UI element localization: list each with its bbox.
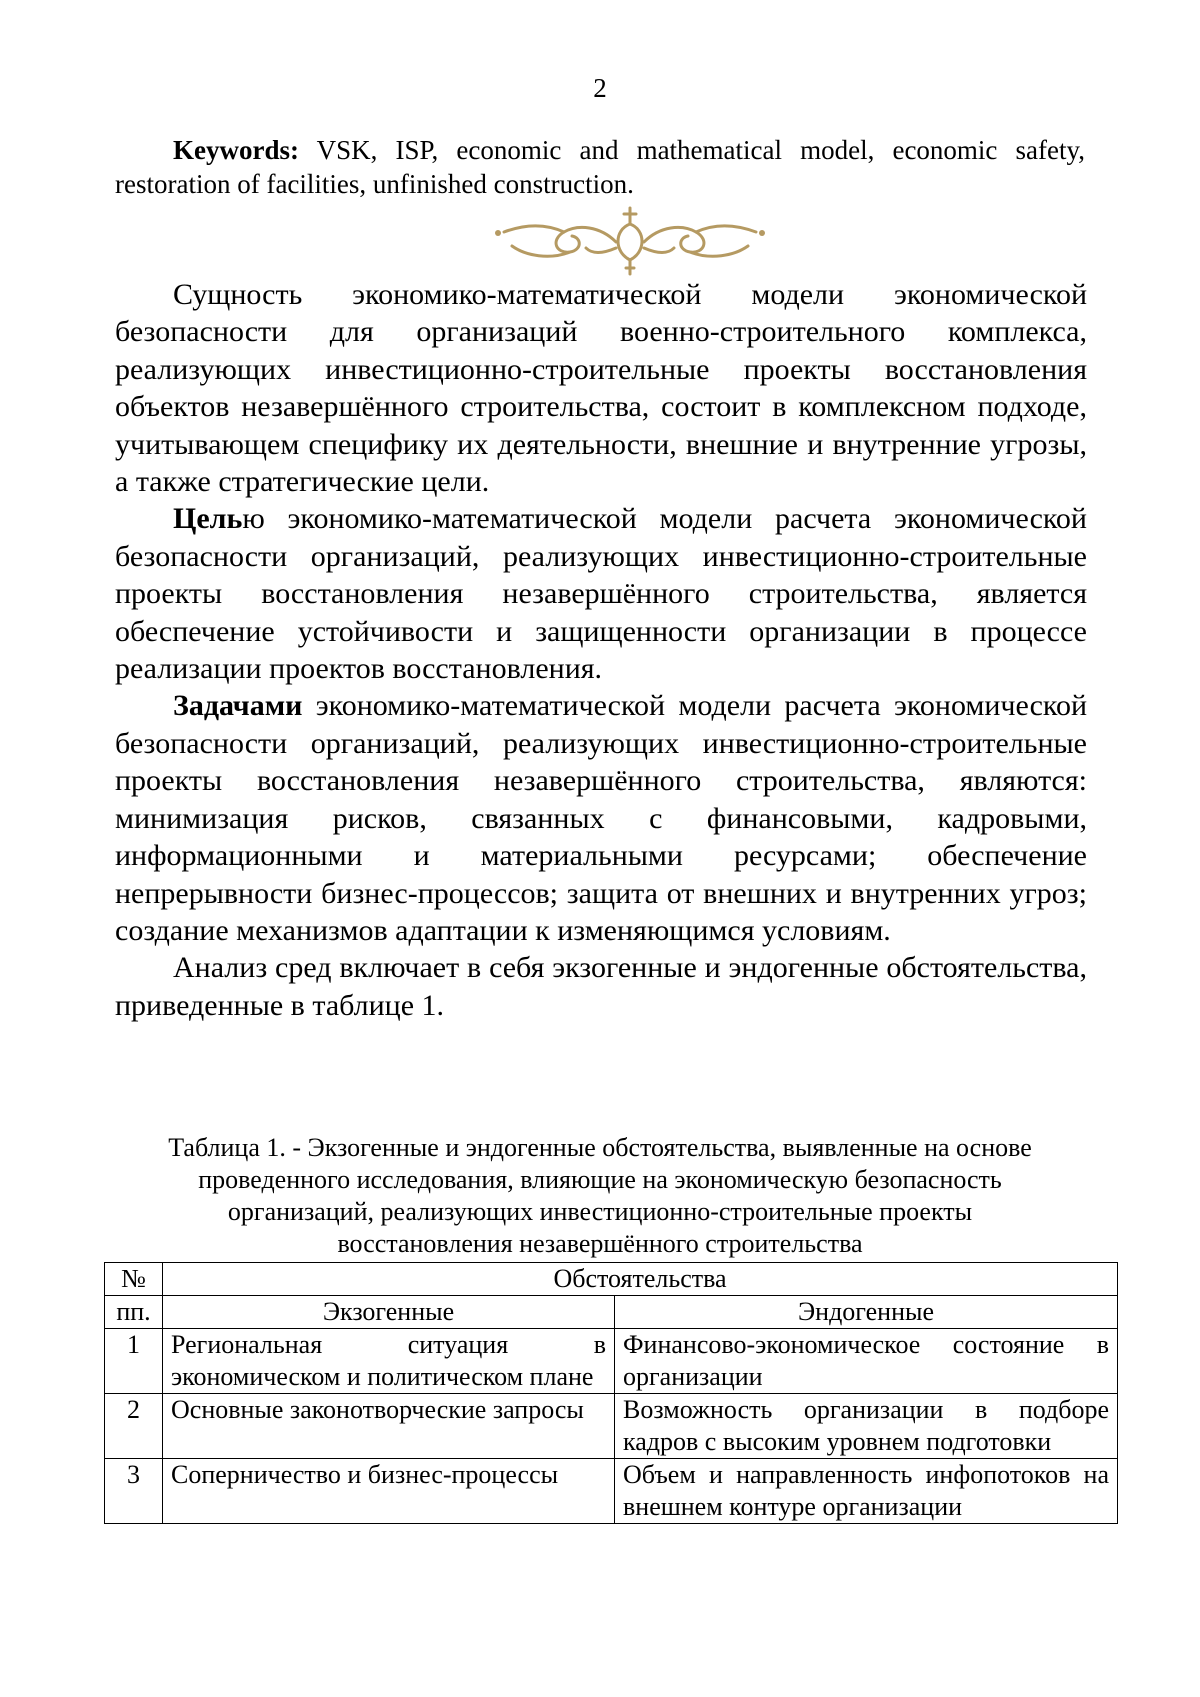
paragraph-tasks xyxy=(115,687,1087,949)
row-endogenous: Объем и направленность инфопотоков на внешнем контуре организации xyxy=(615,1459,1118,1524)
table-caption xyxy=(110,1132,1090,1260)
header-circumstances: Обстоятельства xyxy=(163,1263,1118,1296)
caption-line: проведенного исследования, влияющие на экономическую безопасность xyxy=(198,1165,1002,1194)
table-header-row xyxy=(105,1263,1118,1296)
paragraph-goal xyxy=(115,500,1087,687)
paragraph-essence: Сущность экономико-математической модели экономической безопасности для организаций военно-строительного комплекса, реализующих инвестиционно-строительные проекты восстановления объектов незавершённого строительства, состоит в комплексном подходе, учитывающем специфику их деятельности, внешние и внутренние угрозы, а также стратегические цели. xyxy=(115,278,1087,499)
paragraph-analysis: Анализ сред включает в себя экзогенные и эндогенные обстоятельства, приведенные в таблице 1. xyxy=(115,951,1087,1022)
caption-line: Таблица 1. - Экзогенные и эндогенные обстоятельства, выявленные на основе xyxy=(168,1133,1032,1162)
keywords-text: VSK, ISP, economic and mathematical model, economic safety, restoration of facilities, unfinished construction. xyxy=(115,135,1085,199)
goal-bold-word: Цель xyxy=(173,502,243,536)
goal-text: ю экономико-математической модели расчета экономической безопасности организаций, реализующих инвестиционно-строительные проекты восстановления незавершённого строительства, является обеспечение устойчивости и защищенности организации в процессе реализации проектов восстановления. xyxy=(115,502,1087,686)
header-exogenous: Экзогенные xyxy=(163,1296,615,1329)
table-row xyxy=(105,1394,1118,1459)
body-text xyxy=(115,276,1087,1024)
header-endogenous: Эндогенные xyxy=(615,1296,1118,1329)
row-number: 3 xyxy=(105,1459,163,1524)
caption-line: организаций, реализующих инвестиционно-строительные проекты xyxy=(227,1197,973,1226)
row-exogenous: Основные законотворческие запросы xyxy=(163,1394,615,1459)
row-exogenous: Региональная ситуация в экономическом и политическом плане xyxy=(163,1329,615,1394)
ornament-divider-icon xyxy=(490,202,770,278)
row-endogenous: Возможность организации в подборе кадров с высоким уровнем подготовки xyxy=(615,1394,1118,1459)
table-row xyxy=(105,1329,1118,1394)
header-num-bottom: пп. xyxy=(105,1296,163,1329)
tasks-text: экономико-математической модели расчета экономической безопасности организаций, реализующих инвестиционно-строительные проекты восстановления незавершённого строительства, являются: минимизация рисков, связанных с финансовыми, кадровыми, информационными и материальными ресурсами; обеспечение непрерывности бизнес-процессов; защита от внешних и внутренних угроз; создание механизмов адаптации к изменяющимся условиям. xyxy=(115,689,1087,947)
table-subheader-row xyxy=(105,1296,1118,1329)
tasks-bold-word: Задачами xyxy=(173,689,303,723)
row-exogenous: Соперничество и бизнес-процессы xyxy=(163,1459,615,1524)
keywords-label: Keywords: xyxy=(173,135,299,165)
page-number: 2 xyxy=(593,73,607,103)
keywords-line xyxy=(115,133,1085,201)
row-number: 2 xyxy=(105,1394,163,1459)
caption-line: восстановления незавершённого строительства xyxy=(337,1229,863,1258)
row-number: 1 xyxy=(105,1329,163,1394)
circumstances-table xyxy=(104,1262,1118,1524)
row-endogenous: Финансово-экономическое состояние в организации xyxy=(615,1329,1118,1394)
header-num-top: № xyxy=(105,1263,163,1296)
table-row xyxy=(105,1459,1118,1524)
